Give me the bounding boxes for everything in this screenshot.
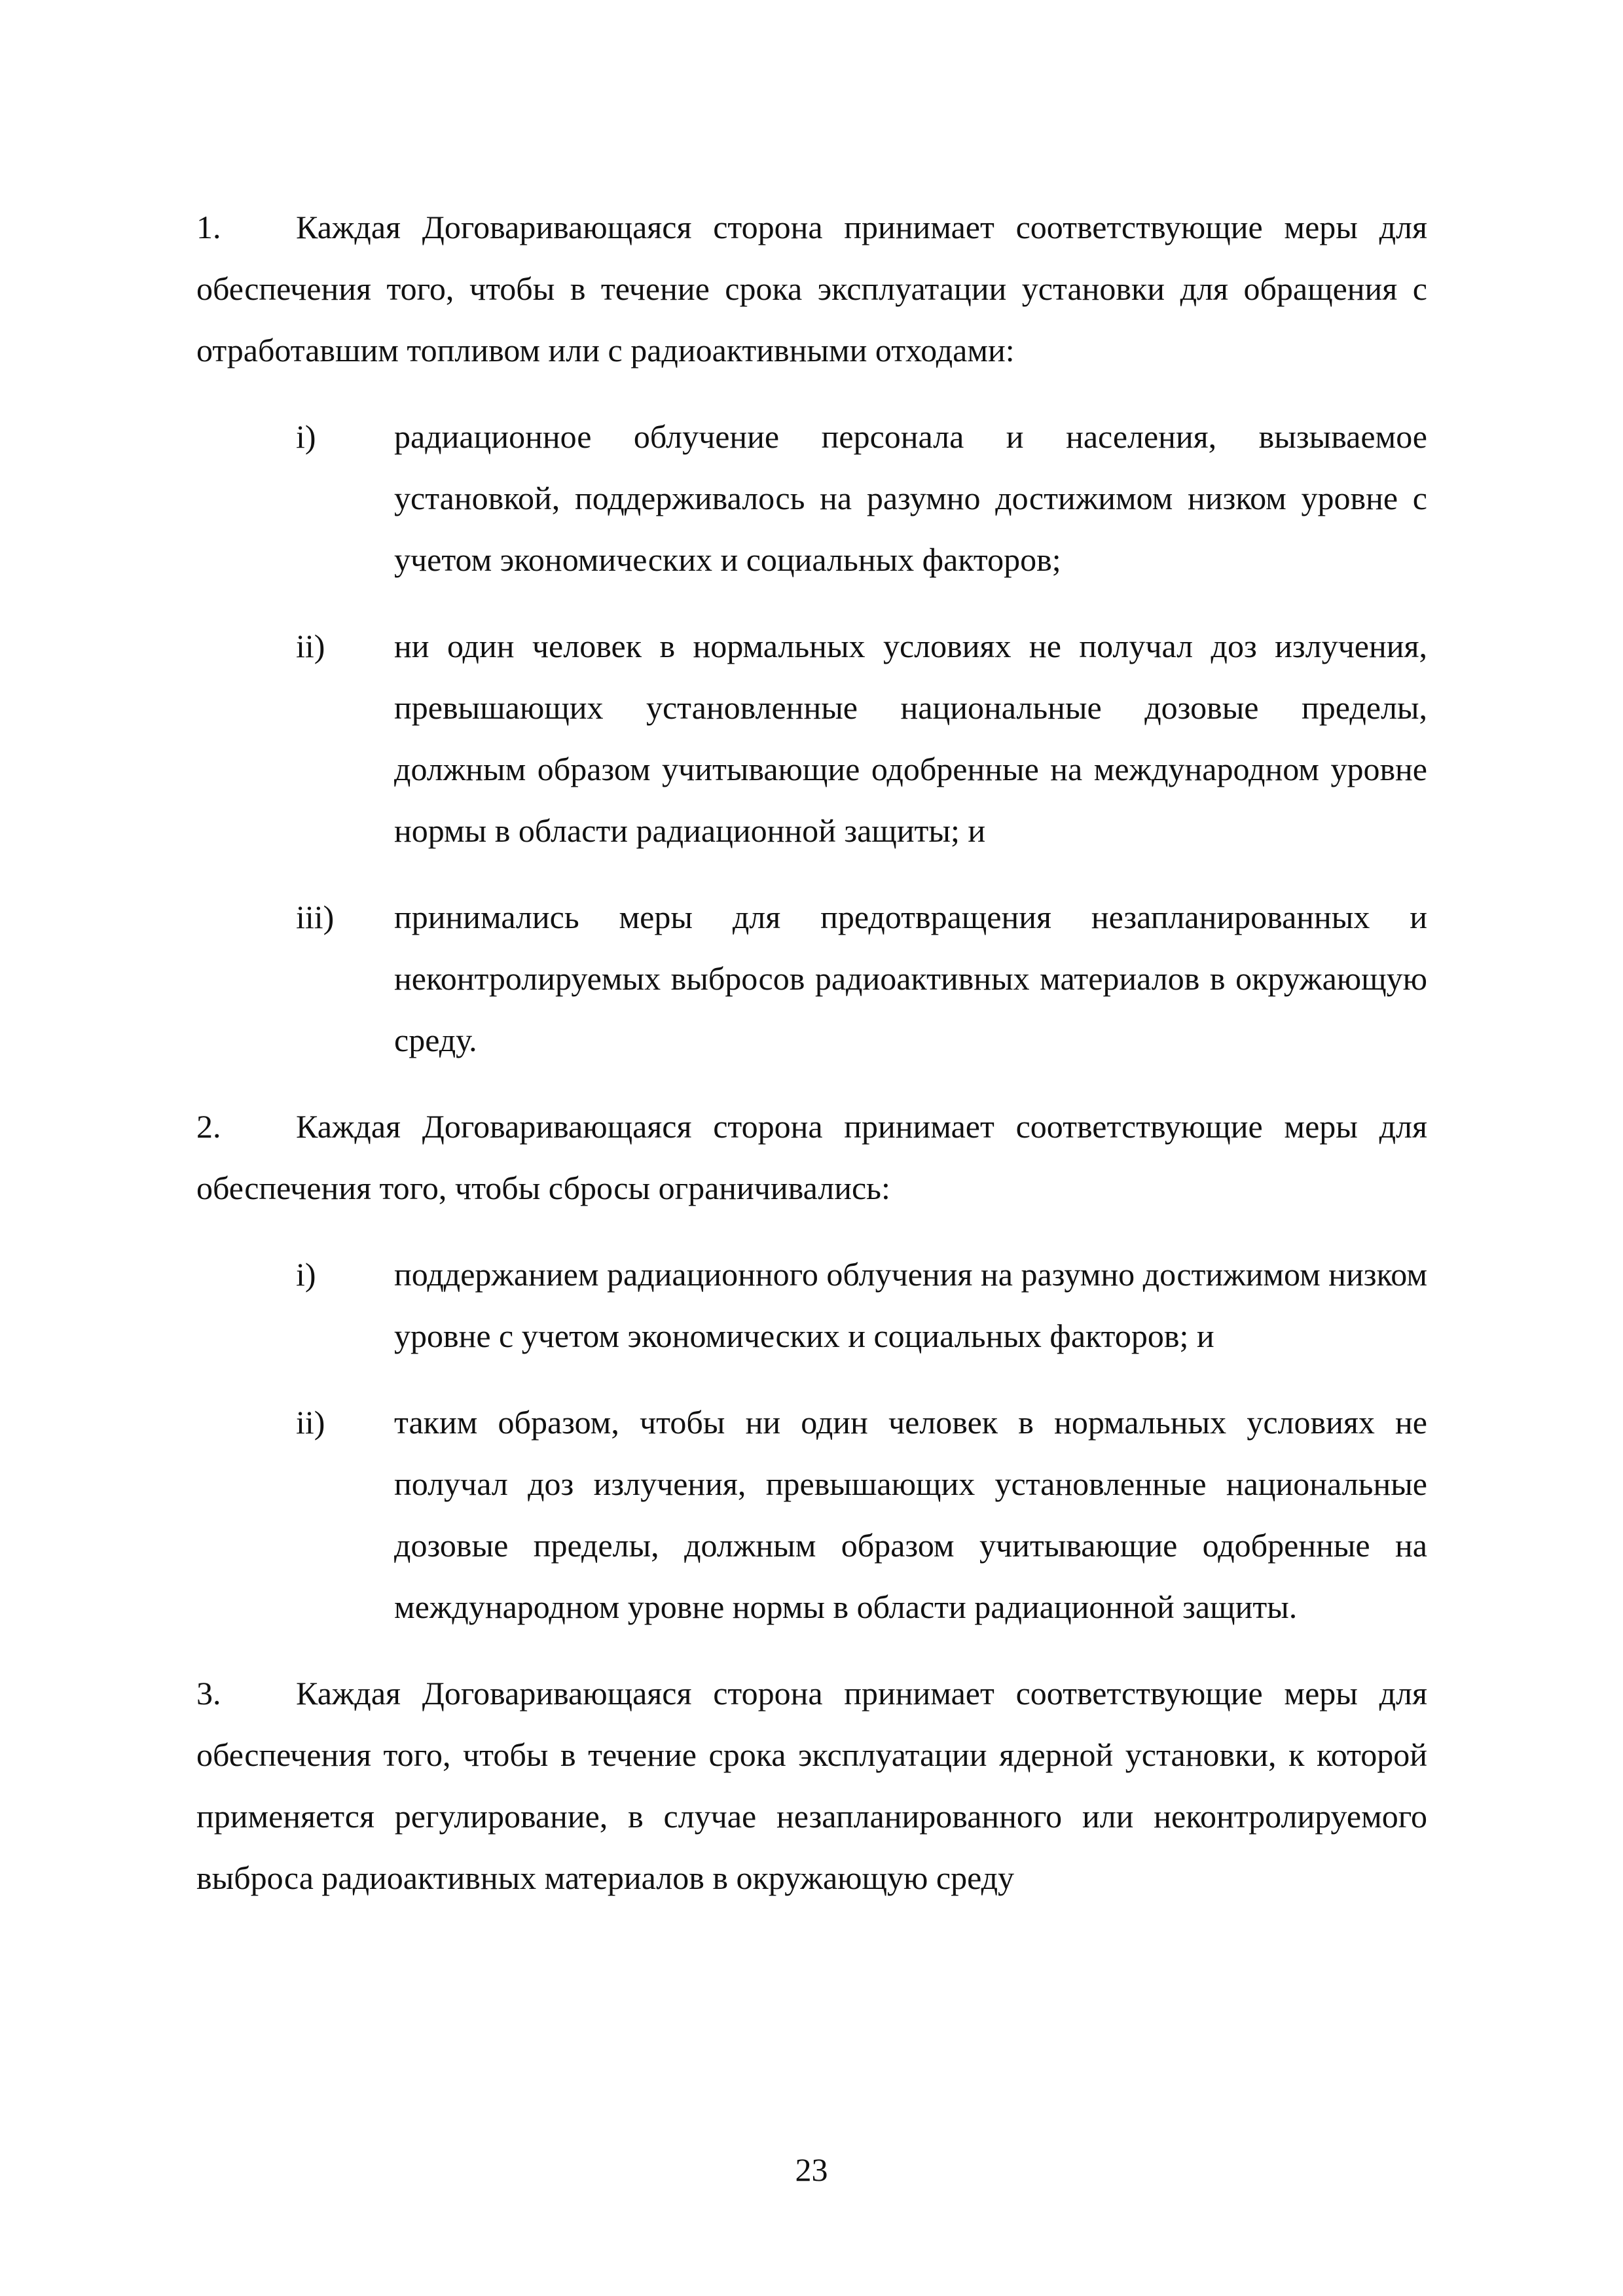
paragraph-1 (196, 196, 1427, 381)
list-marker: i) (296, 418, 316, 455)
list-item (296, 406, 1427, 590)
list-item (296, 1391, 1427, 1638)
paragraph-2 (196, 1096, 1427, 1219)
list-item-text: поддержанием радиационного облучения на разумно достижимом низком уровне с учетом экономических и социальных факторов; и (394, 1256, 1427, 1354)
paragraph-3 (196, 1662, 1427, 1909)
list-item-text: таким образом, чтобы ни один человек в нормальных условиях не получал доз излучения, превышающих установленные национальные дозовые пределы, должным образом учитывающие одобренные на международном уровне нормы в области радиационной защиты. (394, 1404, 1427, 1625)
list-marker: i) (296, 1256, 316, 1293)
paragraph-text: Каждая Договаривающаяся сторона принимает соответствующие меры для обеспечения того, чтобы в течение срока эксплуатации установки для обращения с отработавшим топливом или с радиоактивными отходами: (196, 209, 1427, 368)
paragraph-text: Каждая Договаривающаяся сторона принимает соответствующие меры для обеспечения того, чтобы в течение срока эксплуатации ядерной установки, к которой применяется регулирование, в случае незапланированного или неконтролируемого выброса радиоактивных материалов в окружающую среду (196, 1675, 1427, 1896)
paragraph-text: Каждая Договаривающаяся сторона принимает соответствующие меры для обеспечения того, чтобы сбросы ограничивались: (196, 1108, 1427, 1206)
paragraph-number: 3. (196, 1675, 221, 1712)
list-marker: ii) (296, 628, 325, 664)
list-item (296, 1244, 1427, 1367)
list-item-text: принимались меры для предотвращения незапланированных и неконтролируемых выбросов радиоактивных материалов в окружающую среду. (394, 899, 1427, 1058)
list-item (296, 615, 1427, 861)
list-item-text: радиационное облучение персонала и населения, вызываемое установкой, поддерживалось на разумно достижимом низком уровне с учетом экономических и социальных факторов; (394, 418, 1427, 578)
list-item (296, 886, 1427, 1071)
document-page (196, 196, 1427, 1933)
list-item-text: ни один человек в нормальных условиях не получал доз излучения, превышающих установленные национальные дозовые пределы, должным образом учитывающие одобренные на международном уровне нормы в области радиационной защиты; и (394, 628, 1427, 849)
paragraph-number: 1. (196, 209, 221, 245)
list-marker: ii) (296, 1404, 325, 1441)
page-number: 23 (795, 2151, 828, 2188)
paragraph-number: 2. (196, 1108, 221, 1145)
list-marker: iii) (296, 899, 335, 935)
